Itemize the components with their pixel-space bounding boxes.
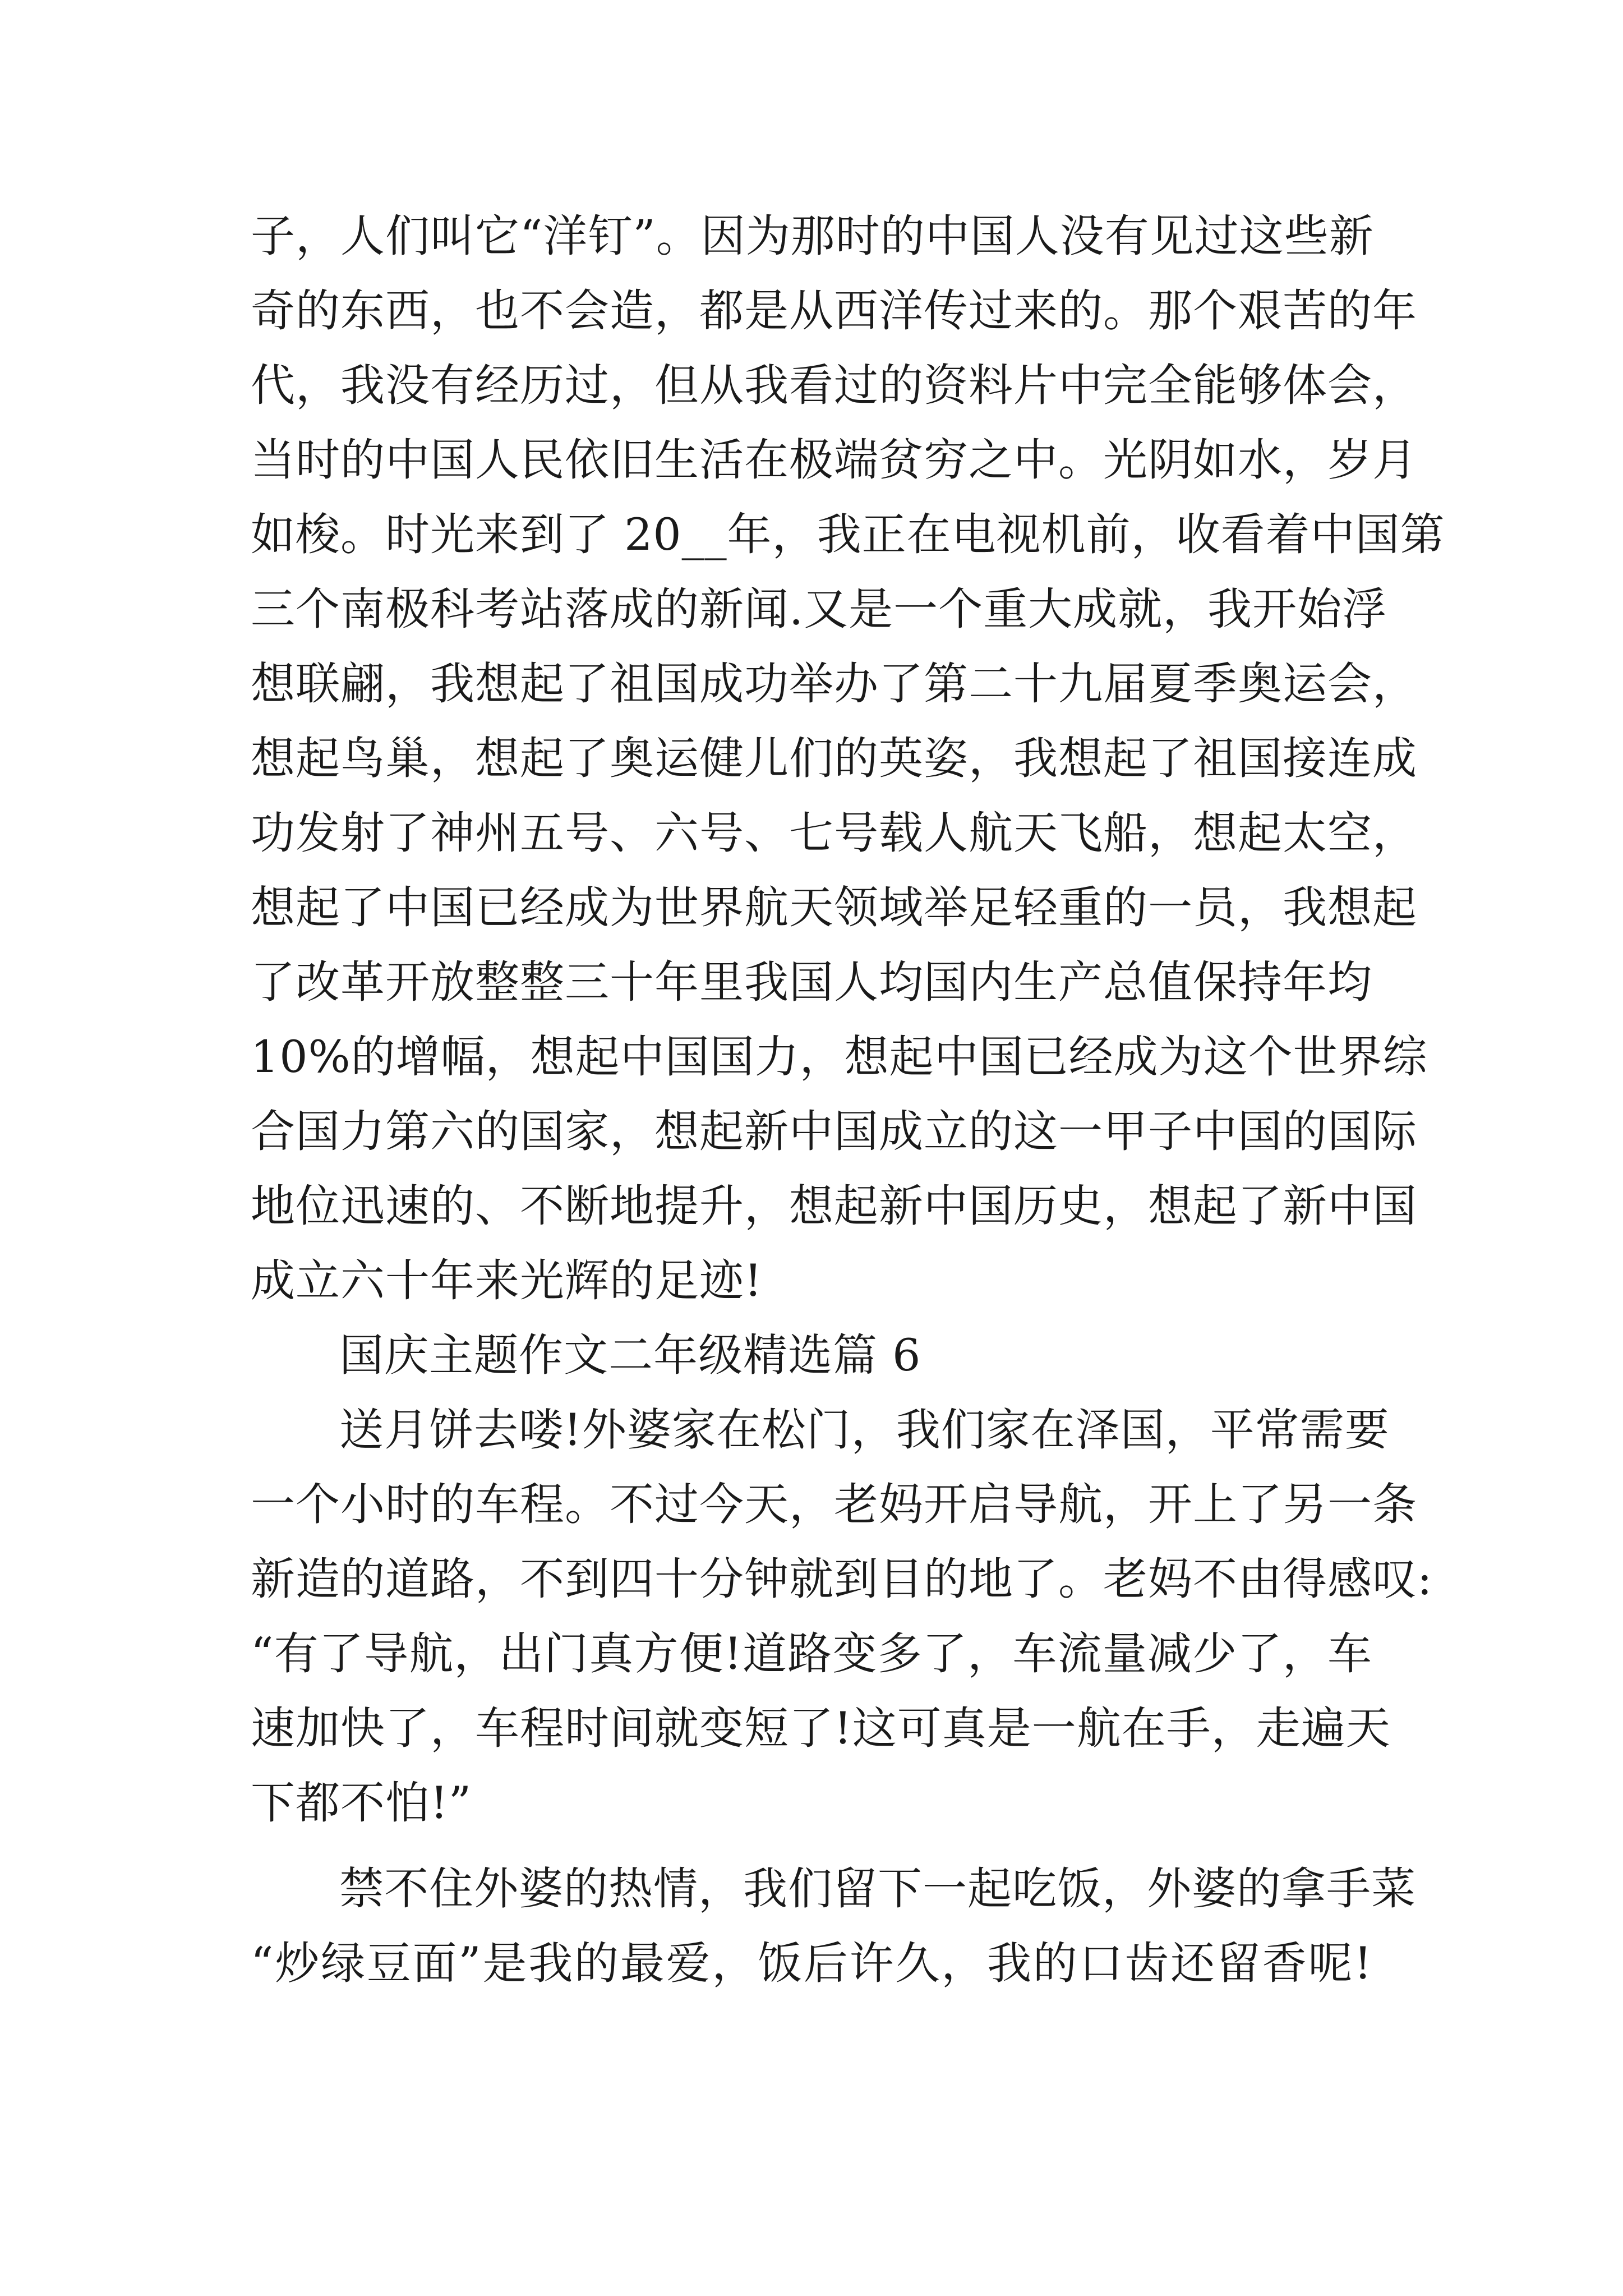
paragraph-2-line-1: 送月饼去喽!外婆家在松门，我们家在泽国，平常需要	[339, 1404, 1390, 1456]
paragraph-3-line-2: “炒绿豆面”是我的最爱，饭后许久，我的口齿还留香呢!	[251, 1938, 1372, 1989]
paragraph-2-line-6: 下都不怕!”	[251, 1777, 472, 1829]
paragraph-3-line-1: 禁不住外婆的热情，我们留下一起吃饭，外婆的拿手菜	[339, 1863, 1416, 1915]
paragraph-1-line-5: 如梭。时光来到了 20__年，我正在电视机前，收看着中国第	[251, 509, 1445, 560]
paragraph-2-line-2: 一个小时的车程。不过今天，老妈开启导航，开上了另一条	[251, 1479, 1417, 1530]
paragraph-1-line-7: 想联翩，我想起了祖国成功举办了第二十九届夏季奥运会，	[251, 658, 1417, 710]
paragraph-1-line-10: 想起了中国已经成为世界航天领域举足轻重的一员，我想起	[251, 882, 1417, 933]
paragraph-1-line-14: 地位迅速的、不断地提升，想起新中国历史，想起了新中国	[251, 1180, 1417, 1232]
paragraph-1-line-2: 奇的东西，也不会造，都是从西洋传过来的。那个艰苦的年	[251, 285, 1417, 337]
paragraph-1-line-9: 功发射了神州五号、六号、七号载人航天飞船，想起太空，	[251, 807, 1417, 859]
paragraph-1-line-3: 代，我没有经历过，但从我看过的资料片中完全能够体会，	[251, 360, 1417, 411]
paragraph-2-line-3: 新造的道路，不到四十分钟就到目的地了。老妈不由得感叹:	[251, 1553, 1433, 1605]
paragraph-1-line-12: 10%的增幅，想起中国国力，想起中国已经成为这个世界综	[251, 1031, 1428, 1083]
section-heading: 国庆主题作文二年级精选篇 6	[339, 1329, 921, 1381]
paragraph-2-line-5: 速加快了，车程时间就变短了!这可真是一航在手，走遍天	[251, 1703, 1391, 1754]
paragraph-1-line-15: 成立六十年来光辉的足迹!	[251, 1255, 763, 1306]
paragraph-1-line-6: 三个南极科考站落成的新闻.又是一个重大成就，我开始浮	[251, 583, 1387, 635]
paragraph-1-line-13: 合国力第六的国家，想起新中国成立的这一甲子中国的国际	[251, 1106, 1417, 1157]
paragraph-2-line-4: “有了导航，出门真方便!道路变多了，车流量减少了，车	[251, 1628, 1372, 1680]
paragraph-1-line-4: 当时的中国人民依旧生活在极端贫穷之中。光阴如水，岁月	[251, 434, 1417, 486]
paragraph-1-line-1: 子，人们叫它“洋钉”。因为那时的中国人没有见过这些新	[251, 210, 1374, 262]
paragraph-1-line-8: 想起鸟巢，想起了奥运健儿们的英姿，我想起了祖国接连成	[251, 733, 1417, 784]
paragraph-1-line-11: 了改革开放整整三十年里我国人均国内生产总值保持年均	[251, 956, 1372, 1008]
